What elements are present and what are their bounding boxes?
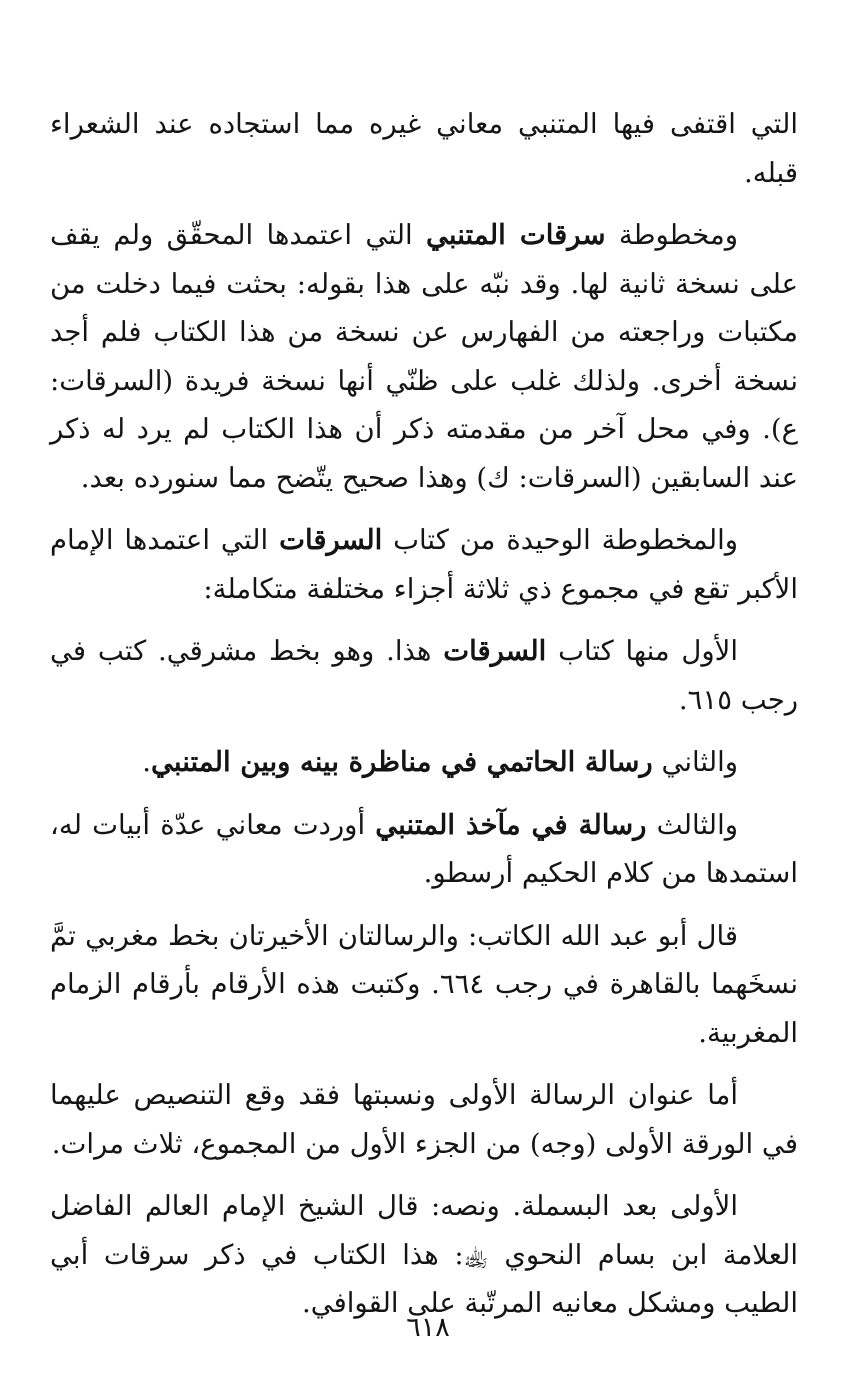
page-number: ٦١٨ xyxy=(406,1312,450,1343)
paragraph-5: والثالث رسالة في مآخذ المتنبي أوردت معاني عدّة أبيات له، استمدها من كلام الحكيم أرسطو. xyxy=(50,808,798,889)
book-title-sariqat: السرقات xyxy=(279,524,383,556)
paragraph-3: الأول منها كتاب السرقات هذا. وهو بخط مشرقي. كتب في رجب ٦١٥. xyxy=(50,635,798,716)
paragraph-1: ومخطوطة سرقات المتنبي التي اعتمدها المحقّق ولم يقف على نسخة ثانية لها. وقد نبّه على هذا بقوله: بحثت فيما دخلت من مكتبات وراجعته من الفهارس عن نسخة من هذا الكتاب فلم أجد نسخة أخرى. ولذلك غلب على ظنّي أنها نسخة فريدة (السرقات: ع). وفي محل آخر من مقدمته ذكر أن هذا الكتاب لم يرد له ذكر عند السابقين (السرقات: ك) وهذا صحيح يتّضح مما سنورده بعد. xyxy=(50,219,798,494)
paragraph-8: الأولى بعد البسملة. ونصه: قال الشيخ الإمام العالم الفاضل العلامة ابن بسام النحوي ﵀: هذا الكتاب في ذكر سرقات أبي الطيب ومشكل معانيه المرتّبة على القوافي. xyxy=(50,1190,798,1319)
paragraph-6: قال أبو عبد الله الكاتب: والرسالتان الأخيرتان بخط مغربي تمَّ نسخَهما بالقاهرة في رجب ٦٦٤. وكتبت هذه الأرقام بأرقام الزمام المغربية. xyxy=(50,919,798,1049)
book-title-sariqat-almutanabbi: سرقات المتنبي xyxy=(425,219,606,251)
paragraph-0: التي اقتفى فيها المتنبي معاني غيره مما استجاده عند الشعراء قبله. xyxy=(50,108,798,189)
body-text xyxy=(50,100,798,1342)
book-title-hatimi-epistle: رسالة الحاتمي في مناظرة بينه وبين المتنبي xyxy=(150,746,653,778)
paragraph-7: أما عنوان الرسالة الأولى ونسبتها فقد وقع التنصيص عليهما في الورقة الأولى (وجه) من الجزء الأول من المجموع، ثلاث مرات. xyxy=(50,1079,798,1160)
book-title-sariqat-2: السرقات xyxy=(443,635,547,667)
paragraph-4: والثاني رسالة الحاتمي في مناظرة بينه وبين المتنبي. xyxy=(142,746,738,778)
book-title-maakhidh-epistle: رسالة في مآخذ المتنبي xyxy=(375,808,647,841)
paragraph-2: والمخطوطة الوحيدة من كتاب السرقات التي اعتمدها الإمام الأكبر تقع في مجموع ذي ثلاثة أجزاء مختلفة متكاملة: xyxy=(50,524,798,605)
